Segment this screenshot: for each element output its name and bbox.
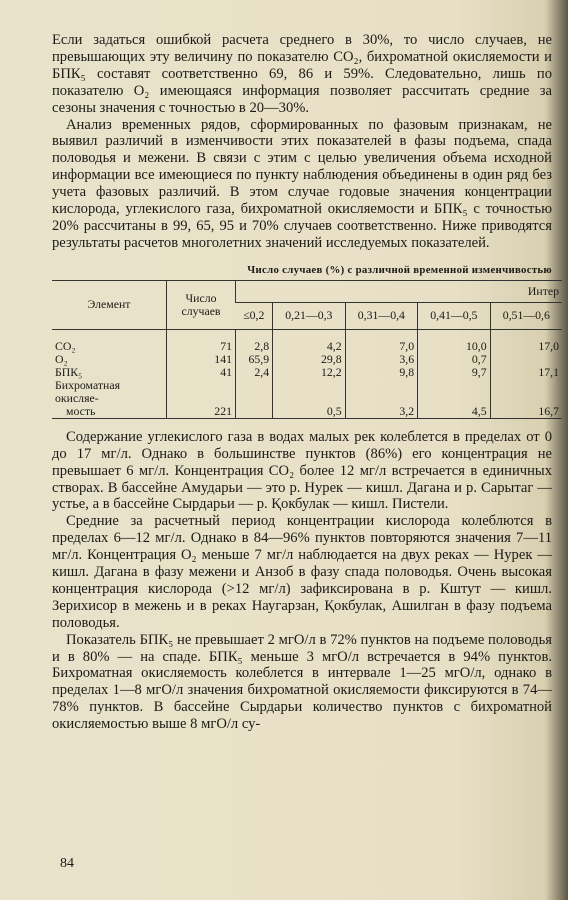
cell-value: 29,8: [273, 353, 346, 366]
paragraph-3: Содержание углекислого газа в водах малых рек колеблется в пределах от 0 до 17 мг/л. Однако в большинстве пунктов (86%) его концентрация не превышает 6 мг/л. Концентрация CO₂ более 12 мг/л встречается в единичных створах. В бассейне Амударьи — это р. Нурек — кишл. Дагана и р. Сарытаг — устье, а в бассейне Сырдарьи — р. Қокбулак — кишл. Пистели.: [52, 428, 552, 513]
cell-element: мость: [52, 405, 167, 419]
header-group: Интер: [236, 280, 563, 302]
table-row: [52, 329, 562, 353]
cell-value: 7,0: [345, 329, 418, 353]
cell-count: [167, 379, 236, 405]
cell-count: 71: [167, 329, 236, 353]
cell-value: 9,8: [345, 366, 418, 379]
cell-value: 4,5: [418, 405, 491, 419]
paragraph-4: Средние за расчетный период концентрации кислорода колеблются в пределах 6—12 мг/л. Однако в 84—96% пунктов повторяются значения 7—11 мг/л. Концентрация O₂ меньше 7 мг/л наблюдается на двух реках — Нурек — кишл. Дагана в фазу межени и Анзоб в фазу спада половодья. Очень высокая концентрация кислорода (>12 мг/л) зафиксирована в р. Кштут — кишл. Зерихисор в межень и в реках Наугарзан, Қокбулак, Ашилган в фазу подъема половодья.: [52, 513, 552, 631]
cell-value: 16,7: [490, 405, 562, 419]
table-row: [52, 379, 562, 405]
table-row: [52, 353, 562, 366]
cell-value: 3,2: [345, 405, 418, 419]
cell-value: 17,0: [490, 329, 562, 353]
cell-value: 3,6: [345, 353, 418, 366]
paragraph-5: Показатель БПК₅ не превышает 2 мгO/л в 72% пунктов на подъеме половодья и в 80% — на спаде. БПК₅ меньше 3 мгO/л встречается в 94% пунктов. Бихроматная окисляемость колеблется в интервале 1—25 мгO/л, однако в пределах 1—8 мгO/л значения бихроматной окисляемости фиксируются в 74—78% пунктов. В бассейне Сырдарьи количество пунктов с бихроматной окисляемостью выше 8 мгO/л су-: [52, 631, 552, 733]
header-range-5: 0,51—0,6: [490, 303, 562, 330]
table-caption: Число случаев (%) с различной временной изменчивостью: [247, 263, 552, 276]
cell-value: [490, 379, 562, 405]
header-range-3: 0,31—0,4: [345, 303, 418, 330]
header-element: Элемент: [52, 280, 167, 329]
header-range-4: 0,41—0,5: [418, 303, 491, 330]
cell-element: Бихроматная окисляе-: [55, 377, 121, 405]
table-row: [52, 366, 562, 379]
cell-value: [418, 379, 491, 405]
cell-value: 4,2: [273, 329, 346, 353]
header-range-2: 0,21—0,3: [273, 303, 346, 330]
cell-element: O₂: [55, 351, 68, 366]
header-count: Число случаев: [167, 280, 236, 329]
cell-element: CO₂: [55, 338, 76, 353]
cell-value: 0,5: [273, 405, 346, 419]
cell-value: 0,7: [418, 353, 491, 366]
cell-value: [345, 379, 418, 405]
page-content: [52, 32, 559, 733]
header-range-1: ≤0,2: [236, 303, 273, 330]
cell-count: 41: [167, 366, 236, 379]
cell-value: 10,0: [418, 329, 491, 353]
cell-value: 12,2: [273, 366, 346, 379]
cell-value: [236, 405, 273, 419]
page-number: 84: [60, 856, 74, 871]
cell-count: 221: [167, 405, 236, 419]
table-row: [52, 405, 562, 419]
variability-table: [52, 280, 562, 419]
cell-value: 65,9: [236, 353, 273, 366]
cell-value: [273, 379, 346, 405]
cell-element: БПК₅: [55, 364, 83, 379]
cell-value: 2,8: [236, 329, 273, 353]
paragraph-1: Если задаться ошибкой расчета среднего в 30%, то число случаев, не превышающих эту величину по показателю CO₂, бихроматной окисляемости и БПК₅ составят соответственно 69, 86 и 59%. Следовательно, лишь по показателю O₂ имеющаяся информация позволяет рассчитать средние за сезоны значения с точностью в 20—30%.: [52, 32, 552, 116]
cell-count: 141: [167, 353, 236, 366]
cell-value: 17,1: [490, 366, 562, 379]
paragraph-2: Анализ временных рядов, сформированных по фазовым признакам, не выявил различий в изменчивости этих показателей в фазы подъема, спада половодья и межени. В связи с этим с целью увеличения объема исходной информации все имеющиеся по пункту наблюдения объединены в один ряд без учета фазовых различий. В этом случае годовые значения концентрации кислорода, углекислого газа, бихроматной окисляемости и БПК₅ с точностью 20% рассчитаны в 99, 65, 95 и 70% случаев соответственно. Ниже приводятся результаты расчетов многолетних значений исследуемых показателей.: [52, 116, 552, 251]
cell-value: 9,7: [418, 366, 491, 379]
cell-value: [236, 379, 273, 405]
cell-value: 2,4: [236, 366, 273, 379]
cell-value: [490, 353, 562, 366]
